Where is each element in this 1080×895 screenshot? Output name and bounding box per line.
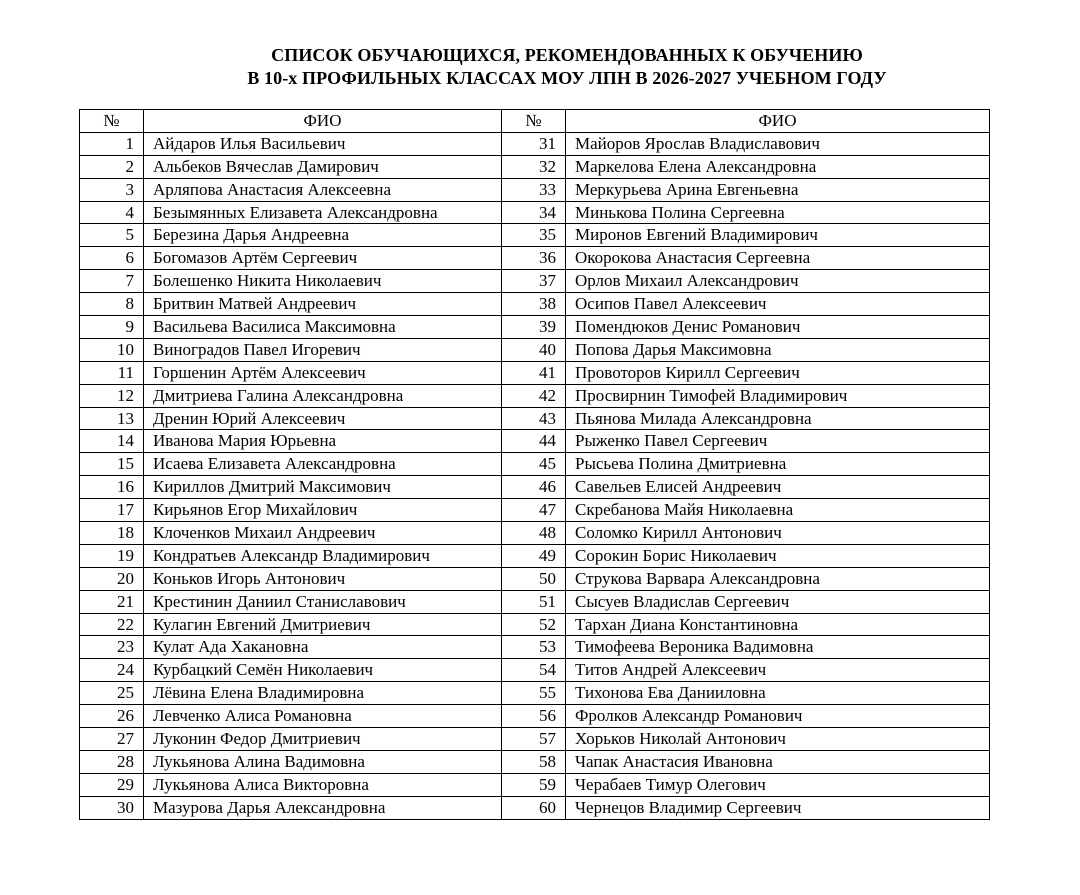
student-name-right: Осипов Павел Алексеевич [566, 293, 990, 316]
title-line-1: СПИСОК ОБУЧАЮЩИХСЯ, РЕКОМЕНДОВАННЫХ К ОБУЧЕНИЮ [271, 45, 863, 65]
student-number-right: 58 [502, 750, 566, 773]
table-row [80, 636, 990, 659]
header-name-right: ФИО [566, 110, 990, 133]
student-name-right: Скребанова Майя Николаевна [566, 499, 990, 522]
student-number-right: 35 [502, 224, 566, 247]
student-name-right: Орлов Михаил Александрович [566, 270, 990, 293]
table-row [80, 224, 990, 247]
student-number-right: 38 [502, 293, 566, 316]
student-number-left: 8 [80, 293, 144, 316]
student-number-right: 55 [502, 682, 566, 705]
student-number-right: 42 [502, 384, 566, 407]
student-name-right: Струкова Варвара Александровна [566, 567, 990, 590]
student-name-right: Хорьков Николай Антонович [566, 728, 990, 751]
table-row [80, 270, 990, 293]
table-row [80, 522, 990, 545]
student-number-right: 36 [502, 247, 566, 270]
student-number-left: 20 [80, 567, 144, 590]
student-name-left: Богомазов Артём Сергеевич [144, 247, 502, 270]
student-name-left: Виноградов Павел Игоревич [144, 338, 502, 361]
student-name-right: Минькова Полина Сергеевна [566, 201, 990, 224]
student-name-left: Лёвина Елена Владимировна [144, 682, 502, 705]
student-number-right: 57 [502, 728, 566, 751]
student-number-right: 37 [502, 270, 566, 293]
student-name-right: Тимофеева Вероника Вадимовна [566, 636, 990, 659]
student-number-right: 48 [502, 522, 566, 545]
student-name-right: Маркелова Елена Александровна [566, 155, 990, 178]
student-number-right: 34 [502, 201, 566, 224]
student-name-right: Фролков Александр Романович [566, 705, 990, 728]
student-name-left: Болешенко Никита Николаевич [144, 270, 502, 293]
table-row [80, 132, 990, 155]
student-number-left: 23 [80, 636, 144, 659]
student-name-right: Соломко Кирилл Антонович [566, 522, 990, 545]
student-number-right: 59 [502, 773, 566, 796]
table-row [80, 590, 990, 613]
student-number-right: 51 [502, 590, 566, 613]
student-number-right: 54 [502, 659, 566, 682]
student-number-right: 32 [502, 155, 566, 178]
student-name-left: Кулагин Евгений Дмитриевич [144, 613, 502, 636]
student-number-right: 50 [502, 567, 566, 590]
table-row [80, 338, 990, 361]
student-number-right: 45 [502, 453, 566, 476]
student-number-left: 18 [80, 522, 144, 545]
student-number-left: 29 [80, 773, 144, 796]
student-name-left: Айдаров Илья Васильевич [144, 132, 502, 155]
student-name-right: Провоторов Кирилл Сергеевич [566, 361, 990, 384]
student-number-right: 52 [502, 613, 566, 636]
student-name-left: Крестинин Даниил Станиславович [144, 590, 502, 613]
student-number-left: 27 [80, 728, 144, 751]
table-row [80, 201, 990, 224]
table-row [80, 316, 990, 339]
student-number-left: 4 [80, 201, 144, 224]
student-name-right: Попова Дарья Максимовна [566, 338, 990, 361]
student-number-left: 17 [80, 499, 144, 522]
student-name-right: Черабаев Тимур Олегович [566, 773, 990, 796]
student-number-right: 56 [502, 705, 566, 728]
student-number-right: 49 [502, 544, 566, 567]
table-row [80, 773, 990, 796]
student-number-left: 15 [80, 453, 144, 476]
student-number-right: 40 [502, 338, 566, 361]
student-name-left: Безымянных Елизавета Александровна [144, 201, 502, 224]
table-row [80, 155, 990, 178]
table-row [80, 178, 990, 201]
table-row [80, 705, 990, 728]
table-row [80, 659, 990, 682]
student-number-left: 25 [80, 682, 144, 705]
header-name-left: ФИО [144, 110, 502, 133]
student-number-left: 3 [80, 178, 144, 201]
student-number-right: 43 [502, 407, 566, 430]
table-row [80, 384, 990, 407]
table-row [80, 796, 990, 819]
student-number-right: 33 [502, 178, 566, 201]
student-name-right: Пьянова Милада Александровна [566, 407, 990, 430]
table-row [80, 567, 990, 590]
student-number-left: 12 [80, 384, 144, 407]
student-name-left: Кулат Ада Хакановна [144, 636, 502, 659]
student-name-left: Дмитриева Галина Александровна [144, 384, 502, 407]
table-body [80, 132, 990, 819]
student-number-left: 13 [80, 407, 144, 430]
student-name-left: Иванова Мария Юрьевна [144, 430, 502, 453]
students-table [79, 109, 990, 820]
student-number-left: 2 [80, 155, 144, 178]
student-number-left: 26 [80, 705, 144, 728]
table-row [80, 453, 990, 476]
student-name-left: Кирьянов Егор Михайлович [144, 499, 502, 522]
student-name-right: Рыженко Павел Сергеевич [566, 430, 990, 453]
student-name-left: Березина Дарья Андреевна [144, 224, 502, 247]
student-name-left: Коньков Игорь Антонович [144, 567, 502, 590]
title-line-2: В 10-х ПРОФИЛЬНЫХ КЛАССАХ МОУ ЛПН В 2026-2027 УЧЕБНОМ ГОДУ [247, 68, 887, 88]
table-row [80, 476, 990, 499]
student-number-left: 14 [80, 430, 144, 453]
document-title [150, 44, 984, 90]
student-number-left: 19 [80, 544, 144, 567]
student-name-left: Клоченков Михаил Андреевич [144, 522, 502, 545]
student-number-left: 11 [80, 361, 144, 384]
table-row [80, 407, 990, 430]
student-number-right: 46 [502, 476, 566, 499]
student-number-left: 10 [80, 338, 144, 361]
student-number-left: 7 [80, 270, 144, 293]
student-name-left: Курбацкий Семён Николаевич [144, 659, 502, 682]
table-row [80, 750, 990, 773]
student-name-right: Майоров Ярослав Владиславович [566, 132, 990, 155]
table-row [80, 430, 990, 453]
table-row [80, 728, 990, 751]
student-name-right: Рысьева Полина Дмитриевна [566, 453, 990, 476]
student-number-left: 1 [80, 132, 144, 155]
student-name-right: Чернецов Владимир Сергеевич [566, 796, 990, 819]
student-name-right: Титов Андрей Алексеевич [566, 659, 990, 682]
student-number-left: 16 [80, 476, 144, 499]
table-row [80, 361, 990, 384]
student-name-left: Бритвин Матвей Андреевич [144, 293, 502, 316]
table-row [80, 613, 990, 636]
student-number-right: 44 [502, 430, 566, 453]
student-name-left: Лукьянова Алина Вадимовна [144, 750, 502, 773]
student-name-right: Просвирнин Тимофей Владимирович [566, 384, 990, 407]
student-name-right: Савельев Елисей Андреевич [566, 476, 990, 499]
student-number-right: 39 [502, 316, 566, 339]
table-row [80, 544, 990, 567]
student-number-right: 41 [502, 361, 566, 384]
student-number-right: 47 [502, 499, 566, 522]
student-name-right: Чапак Анастасия Ивановна [566, 750, 990, 773]
student-name-left: Горшенин Артём Алексеевич [144, 361, 502, 384]
student-name-right: Сысуев Владислав Сергеевич [566, 590, 990, 613]
student-name-left: Луконин Федор Дмитриевич [144, 728, 502, 751]
student-number-right: 53 [502, 636, 566, 659]
table-row [80, 499, 990, 522]
student-number-left: 5 [80, 224, 144, 247]
header-number-right: № [502, 110, 566, 133]
student-number-left: 9 [80, 316, 144, 339]
student-number-left: 21 [80, 590, 144, 613]
student-number-left: 22 [80, 613, 144, 636]
student-name-left: Кириллов Дмитрий Максимович [144, 476, 502, 499]
student-name-right: Помендюков Денис Романович [566, 316, 990, 339]
student-name-right: Тархан Диана Константиновна [566, 613, 990, 636]
table-row [80, 247, 990, 270]
table-header-row [80, 110, 990, 133]
student-number-right: 31 [502, 132, 566, 155]
student-name-left: Левченко Алиса Романовна [144, 705, 502, 728]
student-name-left: Кондратьев Александр Владимирович [144, 544, 502, 567]
student-name-right: Меркурьева Арина Евгеньевна [566, 178, 990, 201]
student-name-left: Альбеков Вячеслав Дамирович [144, 155, 502, 178]
student-number-left: 30 [80, 796, 144, 819]
student-number-left: 28 [80, 750, 144, 773]
student-name-right: Тихонова Ева Данииловна [566, 682, 990, 705]
student-name-right: Окорокова Анастасия Сергеевна [566, 247, 990, 270]
student-name-left: Исаева Елизавета Александровна [144, 453, 502, 476]
student-name-right: Миронов Евгений Владимирович [566, 224, 990, 247]
student-name-left: Васильева Василиса Максимовна [144, 316, 502, 339]
student-name-left: Мазурова Дарья Александровна [144, 796, 502, 819]
student-name-left: Дренин Юрий Алексеевич [144, 407, 502, 430]
student-name-right: Сорокин Борис Николаевич [566, 544, 990, 567]
student-number-left: 24 [80, 659, 144, 682]
student-name-left: Арляпова Анастасия Алексеевна [144, 178, 502, 201]
student-number-right: 60 [502, 796, 566, 819]
header-number-left: № [80, 110, 144, 133]
table-row [80, 682, 990, 705]
student-name-left: Лукьянова Алиса Викторовна [144, 773, 502, 796]
student-number-left: 6 [80, 247, 144, 270]
table-row [80, 293, 990, 316]
